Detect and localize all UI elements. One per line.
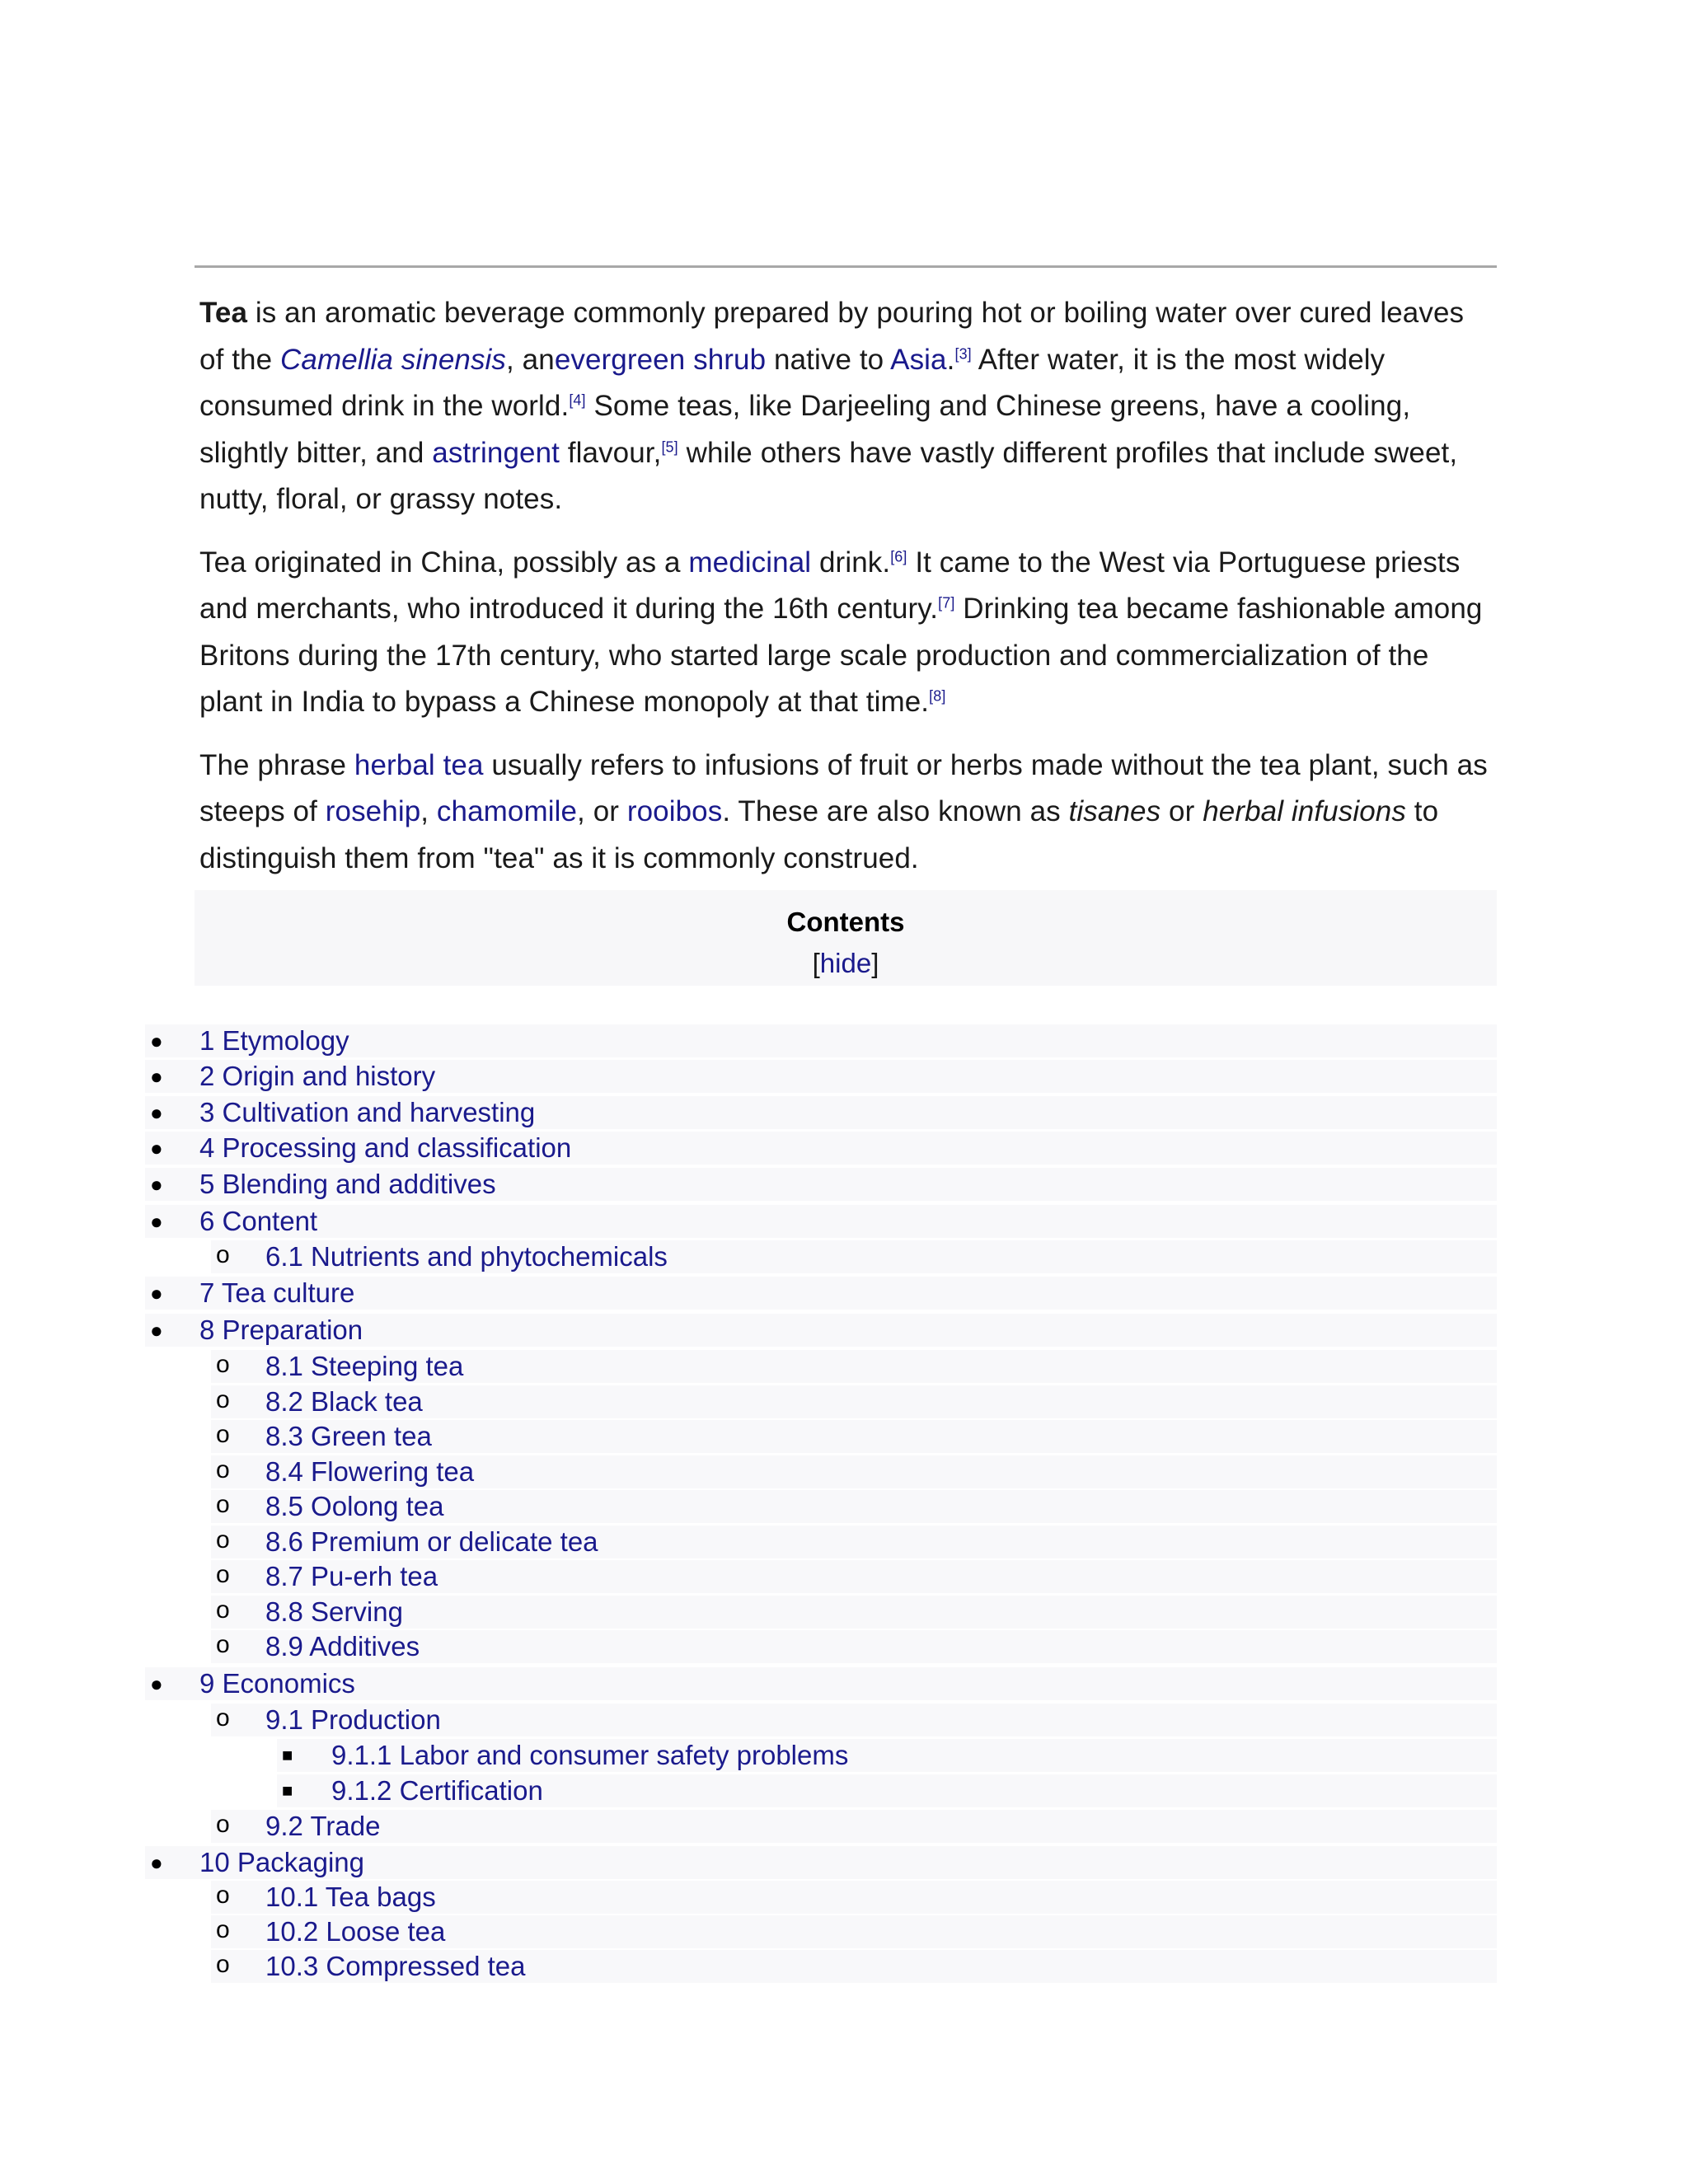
circle-bullet-icon: o <box>216 1386 230 1413</box>
toc-item-label[interactable]: 3 Cultivation and harvesting <box>199 1097 536 1127</box>
toc-item-label[interactable]: 8.8 Serving <box>265 1596 403 1627</box>
toc-item-tea-bags[interactable] <box>211 1881 1497 1914</box>
toc-item-tea-culture[interactable] <box>145 1277 1497 1310</box>
toc-item-compressed-tea[interactable] <box>211 1950 1497 1983</box>
text: The phrase <box>199 748 354 781</box>
citation-8[interactable]: [8] <box>929 687 946 705</box>
toc-item-label[interactable]: 8.9 Additives <box>265 1631 420 1661</box>
square-bullet-icon: ■ <box>282 1745 293 1765</box>
circle-bullet-icon: o <box>216 1951 230 1978</box>
toc-item-green-tea[interactable] <box>211 1420 1497 1453</box>
toc-item-label[interactable]: 2 Origin and history <box>199 1061 436 1091</box>
toc-item-trade[interactable] <box>211 1810 1497 1843</box>
toc-item-label[interactable]: 8.4 Flowering tea <box>265 1456 475 1487</box>
link-camellia-sinensis[interactable]: Camellia sinensis <box>280 343 507 376</box>
toc-item-label[interactable]: 5 Blending and additives <box>199 1169 496 1199</box>
toc-item-label[interactable]: 9.1 Production <box>265 1704 441 1735</box>
link-chamomile[interactable]: chamomile <box>436 795 578 827</box>
citation-4[interactable]: [4] <box>569 391 586 409</box>
toc-item-flowering-tea[interactable] <box>211 1455 1497 1488</box>
emphasis-tisanes: tisanes <box>1068 795 1161 827</box>
citation-7[interactable]: [7] <box>938 594 955 612</box>
text: Tea originated in China, possibly as a <box>199 546 689 579</box>
toc-item-label[interactable]: 8 Preparation <box>199 1315 363 1345</box>
circle-bullet-icon: o <box>216 1811 230 1838</box>
circle-bullet-icon: o <box>216 1526 230 1554</box>
bullet-icon: ● <box>150 1172 163 1197</box>
toc-header <box>195 890 1497 986</box>
bullet-icon: ● <box>150 1136 163 1160</box>
toc-item-label[interactable]: 1 Etymology <box>199 1025 349 1056</box>
toc-item-black-tea[interactable] <box>211 1385 1497 1418</box>
text: . These are also known as <box>722 795 1069 827</box>
bullet-icon: ● <box>150 1064 163 1089</box>
toc-item-labor-safety[interactable] <box>277 1739 1497 1772</box>
bullet-icon: ● <box>150 1318 163 1343</box>
toc-item-label[interactable]: 9.1.2 Certification <box>331 1775 543 1806</box>
toc-item-production[interactable] <box>211 1704 1497 1736</box>
article-body <box>199 290 1493 898</box>
toc-item-label[interactable]: 10.3 Compressed tea <box>265 1951 526 1981</box>
citation-6[interactable]: [6] <box>890 547 907 565</box>
text: to distinguish them from "tea" as it is commonly construed. <box>199 795 1439 874</box>
citation-5[interactable]: [5] <box>661 438 678 455</box>
text: native to <box>766 343 891 376</box>
circle-bullet-icon: o <box>216 1421 230 1448</box>
circle-bullet-icon: o <box>216 1456 230 1483</box>
toc-item-loose-tea[interactable] <box>211 1915 1497 1948</box>
toc-item-label[interactable]: 10.2 Loose tea <box>265 1916 446 1947</box>
toc-item-cultivation[interactable] <box>145 1096 1497 1129</box>
square-bullet-icon: ■ <box>282 1780 293 1801</box>
toc-item-pu-erh-tea[interactable] <box>211 1560 1497 1593</box>
circle-bullet-icon: o <box>216 1561 230 1588</box>
link-herbal-tea[interactable]: herbal tea <box>354 748 484 781</box>
toc-item-label[interactable]: 9.2 Trade <box>265 1811 381 1841</box>
link-evergreen-shrub[interactable]: evergreen shrub <box>554 343 767 376</box>
circle-bullet-icon: o <box>216 1596 230 1624</box>
toc-item-processing[interactable] <box>145 1132 1497 1165</box>
citation-3[interactable]: [3] <box>954 344 972 362</box>
toc-item-additives[interactable] <box>211 1630 1497 1663</box>
text: while others have vastly different profiles that include sweet, nutty, floral, or grassy notes. <box>199 436 1458 515</box>
text: After water, it is the most widely consumed drink in the world. <box>199 343 1386 422</box>
toc-title: Contents <box>786 907 905 937</box>
circle-bullet-icon: o <box>216 1241 230 1268</box>
toc-item-packaging[interactable] <box>145 1846 1497 1879</box>
link-medicinal[interactable]: medicinal <box>688 546 812 579</box>
bullet-icon: ● <box>150 1671 163 1696</box>
text: , <box>420 795 437 827</box>
link-rosehip[interactable]: rosehip <box>325 795 421 827</box>
bracket: [ <box>812 948 820 978</box>
toc-item-label[interactable]: 7 Tea culture <box>199 1277 355 1308</box>
text: is an aromatic beverage commonly prepared by pouring hot or boiling water over cured leaves of the <box>199 297 1465 376</box>
toc-item-label[interactable]: 8.2 Black tea <box>265 1386 423 1417</box>
text: drink. <box>811 546 891 579</box>
toc-item-label[interactable]: 6 Content <box>199 1206 318 1236</box>
toc-item-certification[interactable] <box>277 1774 1497 1807</box>
text: usually refers to infusions of fruit or herbs made without the tea plant, such as steeps of <box>199 748 1488 827</box>
text: It came to the West via Portuguese priests and merchants, who introduced it during the 16th century. <box>199 546 1461 625</box>
toc-hide-link[interactable]: hide <box>819 948 872 978</box>
toc-item-preparation[interactable] <box>145 1314 1497 1347</box>
toc-item-premium-tea[interactable] <box>211 1526 1497 1558</box>
toc-item-label[interactable]: 9.1.1 Labor and consumer safety problems <box>331 1740 849 1770</box>
toc-item-label[interactable]: 8.1 Steeping tea <box>265 1351 464 1381</box>
circle-bullet-icon: o <box>216 1631 230 1658</box>
bullet-icon: ● <box>150 1281 163 1305</box>
circle-bullet-icon: o <box>216 1882 230 1909</box>
toc-item-steeping-tea[interactable] <box>211 1350 1497 1383</box>
toc-item-blending[interactable] <box>145 1168 1497 1201</box>
circle-bullet-icon: o <box>216 1351 230 1378</box>
toc-item-content[interactable] <box>145 1205 1497 1238</box>
link-rooibos[interactable]: rooibos <box>626 795 723 827</box>
toc-item-label[interactable]: 8.5 Oolong tea <box>265 1491 444 1521</box>
circle-bullet-icon: o <box>216 1916 230 1943</box>
bracket: ] <box>871 948 879 978</box>
toc-item-label[interactable]: 8.6 Premium or delicate tea <box>265 1526 598 1557</box>
text: , or <box>577 795 627 827</box>
bullet-icon: ● <box>150 1209 163 1234</box>
toc-item-etymology[interactable] <box>145 1024 1497 1057</box>
toc-item-label[interactable]: 8.7 Pu-erh tea <box>265 1561 438 1591</box>
text: flavour, <box>559 436 662 469</box>
link-asia[interactable]: Asia <box>890 343 947 376</box>
toc-item-label[interactable]: 10.1 Tea bags <box>265 1882 436 1912</box>
emphasis-herbal-infusions: herbal infusions <box>1203 795 1406 827</box>
toc-item-label[interactable]: 4 Processing and classification <box>199 1132 572 1163</box>
toc-item-economics[interactable] <box>145 1667 1497 1700</box>
origin-paragraph <box>199 540 1493 726</box>
text: or <box>1160 795 1203 827</box>
toc-item-label[interactable]: 6.1 Nutrients and phytochemicals <box>265 1241 668 1272</box>
text: Some teas, like Darjeeling and Chinese greens, have a cooling, slightly bitter, and <box>199 390 1411 469</box>
toc-item-label[interactable]: 9 Economics <box>199 1668 355 1699</box>
toc-item-nutrients[interactable] <box>211 1240 1497 1273</box>
toc-item-label[interactable]: 10 Packaging <box>199 1847 364 1877</box>
intro-paragraph <box>199 290 1493 523</box>
toc-item-label[interactable]: 8.3 Green tea <box>265 1421 432 1451</box>
text: , an <box>506 343 555 376</box>
link-astringent[interactable]: astringent <box>432 436 560 469</box>
bullet-icon: ● <box>150 1029 163 1053</box>
top-divider <box>195 265 1497 268</box>
toc-hide-toggle <box>195 948 1497 979</box>
bullet-icon: ● <box>150 1850 163 1875</box>
circle-bullet-icon: o <box>216 1704 230 1732</box>
text: Drinking tea became fashionable among Britons during the 17th century, who started large scale production and commercialization of the plant in India to bypass a Chinese monopoly at that time. <box>199 593 1483 718</box>
circle-bullet-icon: o <box>216 1491 230 1518</box>
toc-item-serving[interactable] <box>211 1596 1497 1629</box>
toc-item-origin-and-history[interactable] <box>145 1060 1497 1093</box>
toc-item-oolong-tea[interactable] <box>211 1490 1497 1523</box>
bullet-icon: ● <box>150 1100 163 1125</box>
article-term: Tea <box>199 297 248 329</box>
text: . <box>946 343 955 376</box>
herbal-paragraph <box>199 743 1493 883</box>
